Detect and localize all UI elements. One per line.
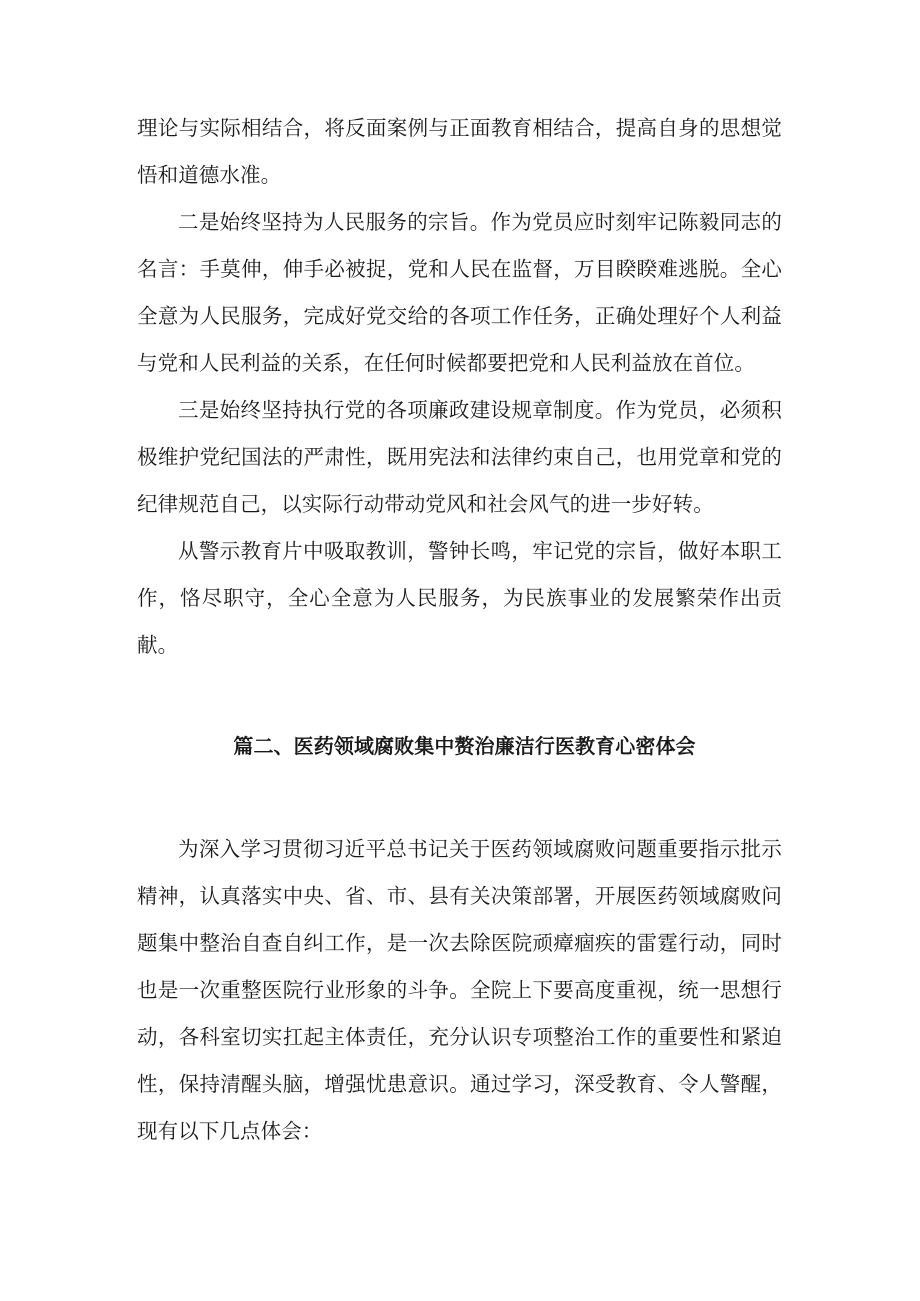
section-title: 篇二、医药领域腐败集中赘治廉洁行医教育心密体会 bbox=[233, 734, 696, 758]
paragraph-warning-lesson: 从警示教育片中吸取教训，警钟长鸣，牢记党的宗旨，做好本职工作，恪尽职守，全心全意为人民服务，为民族事业的发展繁荣作出贡献。 bbox=[137, 539, 782, 657]
paragraph-integrity-rules: 三是始终坚持执行党的各项廉政建设规章制度。作为党员，必须积极维护党纪国法的严肃性，既用宪法和法律约束自己，也用党章和党的纪律规范自己，以实际行动带动党风和社会风气的进一步好转。 bbox=[137, 398, 782, 516]
paragraph-serve-people: 二是始终坚持为人民服务的宗旨。作为党员应时刻牢记陈毅同志的名言：手莫伸，伸手必被捉，党和人民在监督，万目睽睽难逃脱。全心全意为人民服务，完成好党交给的各项工作任务，正确处理好个人利益与党和人民利益的关系，在任何时候都要把党和人民利益放在首位。 bbox=[137, 210, 782, 375]
paragraph-continuation: 理论与实际相结合，将反面案例与正面教育相结合，提高自身的思想觉悟和道德水准。 bbox=[137, 116, 782, 187]
document-body bbox=[137, 105, 782, 1155]
paragraph-medical-rectification: 为深入学习贯彻习近平总书记关于医药领域腐败问题重要指示批示精神，认真落实中央、省、市、县有关决策部署，开展医药领域腐败问题集中整治自查自纠工作，是一次去除医院顽瘴痼疾的雷霆行动，同时也是一次重整医院行业形象的斗争。全院上下要高度重视，统一思想行动，各科室切实扛起主体责任，充分认识专项整治工作的重要性和紧迫性，保持清醒头脑，增强忧患意识。通过学习，深受教育、令人警醒，现有以下几点体会： bbox=[137, 837, 782, 1143]
